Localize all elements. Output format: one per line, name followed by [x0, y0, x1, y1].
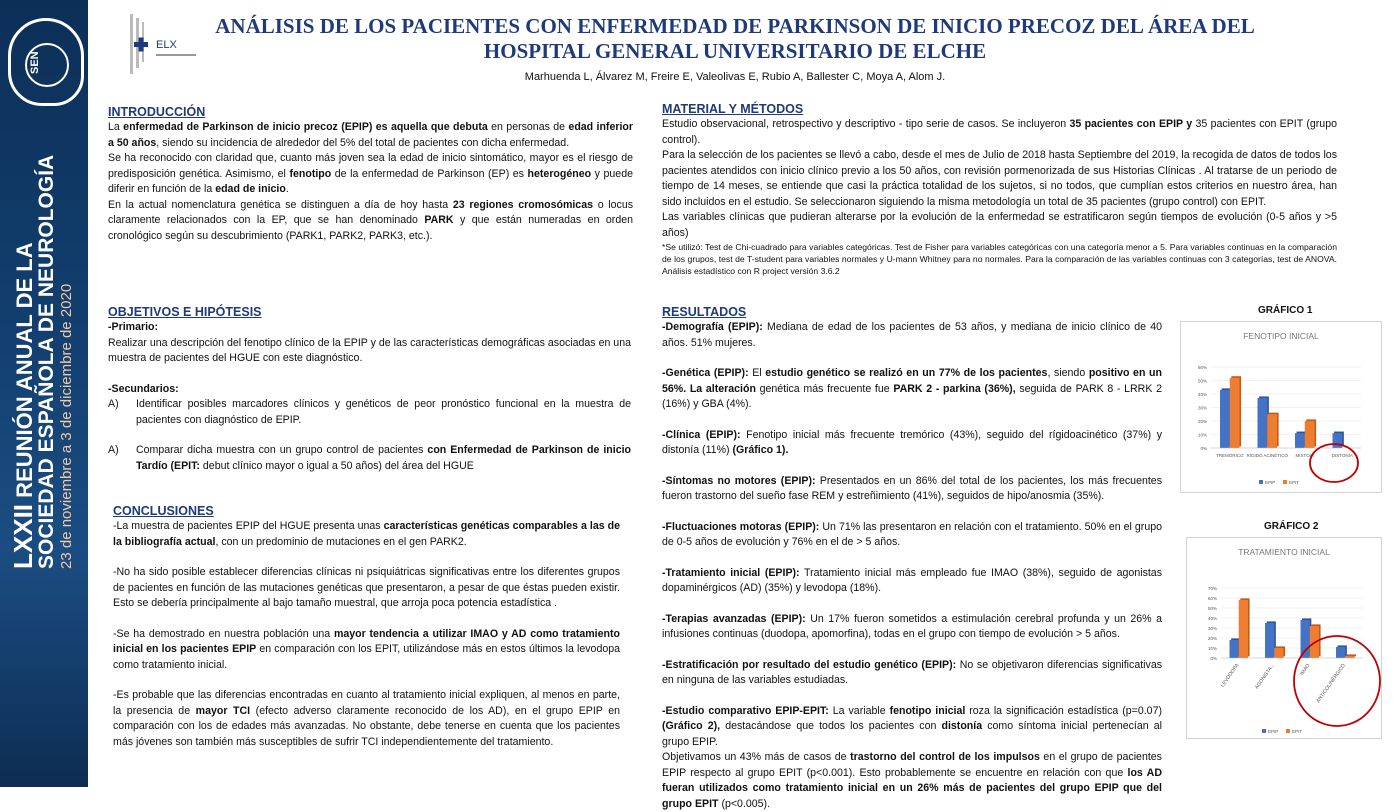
chart2-ytick: 10% — [1207, 646, 1217, 651]
result-comparativo: -Estudio comparativo EPIP-EPIT: La variable fenotipo inicial roza la significación estadística (p=0.07) (Gráfico 2), destacándose que todos los pacientes con distonía como síntoma inicial pertenecían al grupo EPIP. — [662, 704, 1162, 748]
chart2-ytick: 60% — [1207, 596, 1217, 601]
chart1-bar-epip — [1258, 398, 1268, 448]
result-clinica: -Clínica (EPIP): Fenotipo inicial más frecuente tremórico (43%), seguido del rígidoacinético (37%) y distonía (11%) (Gráfico 1). — [662, 428, 1162, 456]
result-tci: Objetivamos un 43% más de casos de trastorno del control de los impulsos en el grupo de pacientes EPIP respecto al grupo EPIT (p<0.001). Esto probablemente se encuentre en relación con que los AD fueran utilizados como tratamiento inicial en un 26% más de pacientes del grupo EPIP que del grupo EPIT (p<0.005). — [662, 751, 1162, 810]
chart1-bar-epip — [1220, 390, 1230, 448]
chart1-bar-epip — [1333, 433, 1343, 448]
methods-heading: MATERIAL Y MÉTODOS — [662, 102, 804, 116]
chart2-svg — [1187, 538, 1381, 738]
chart2-legend-epit: EPIT — [1292, 729, 1303, 734]
conference-sidebar — [0, 0, 88, 787]
methods-p3: Las variables clínicas que pudieran alterarse por la evolución de la enfermedad se estratificaron según tiempos de evolución (0-5 años y >5 años) — [662, 211, 1337, 239]
conclusions-section — [113, 503, 620, 750]
chart2-legend-swatch — [1262, 729, 1266, 733]
chart2-xtick: LEVODOPA — [1219, 662, 1241, 689]
methods-p2: Para la selección de los pacientes se llevó a cabo, desde el mes de Julio de 2018 hasta Septiembre del 2019, la recogida de datos de todos los pacientes atendidos con inicio clínico previo a los 50 años, con revisión pormenorizada de sus Historias Clínicas . Al tratarse de un periodo de tiempo de 14 meses, se entiende que casi la práctica totalidad de los sujetos, si no todos, que cumplían estos criterios en nuestro área, han sido incluidos en el estudio. Se seleccionaron siguiendo la misma metodología un total de 35 pacientes (grupo control) con EPIT. — [662, 149, 1337, 208]
chart2-bar-epit — [1274, 648, 1283, 658]
chart1-title: FENOTIPO INICIAL — [1243, 331, 1319, 341]
result-tratamiento: -Tratamiento inicial (EPIP): Tratamiento inicial más empleado fue IMAO (38%), seguido de agonistas dopaminérgicos (AD) (35%) y levodopa (18%). — [662, 566, 1163, 594]
objectives-section — [108, 304, 631, 474]
chart2-label: GRÁFICO 2 — [1264, 521, 1319, 532]
result-no-motores: -Síntomas no motores (EPIP): Presentados en un 86% del total de los pacientes, los más frecuentes fueron trastorno del sueño fase REM y estreñimiento (41%), seguidos de hipo/anosmia (35%). — [662, 474, 1162, 502]
chart2-bar-epit — [1239, 600, 1248, 658]
intro-p1: La enfermedad de Parkinson de inicio precoz (EPIP) es aquella que debuta en personas de edad inferior a 50 años, siendo su incidencia de alrededor del 5% del total de pacientes con dicha enfermedad. — [108, 121, 634, 149]
results-heading: RESULTADOS — [662, 305, 747, 319]
chart2-ytick: 20% — [1207, 636, 1217, 641]
result-estratificacion: -Estratificación por resultado del estudio genético (EPIP): No se objetivaron diferencias significativas en ninguna de las variables estudiadas. — [662, 658, 1163, 686]
chart2-bar-epip — [1336, 647, 1345, 658]
chart1-ytick: 20% — [1197, 419, 1207, 424]
poster-authors: Marhuenda L, Álvarez M, Freire E, Valeolivas E, Rubio A, Ballester C, Moya A, Alom J. — [524, 71, 946, 83]
result-fluctuaciones: -Fluctuaciones motoras (EPIP): Un 71% las presentaron en relación con el tratamiento. 50% en el grupo de 0-5 años de evolución y 76% en el de > 5 años. — [662, 520, 1163, 548]
conclusions-heading: CONCLUSIONES — [113, 504, 214, 518]
result-terapias: -Terapias avanzadas (EPIP): Un 17% fueron sometidos a estimulación cerebral profunda y un 26% a infusiones continuas (duodopa, apomorfina), todas en el grupo con tiempo de evolución > 5 años. — [662, 612, 1162, 640]
chart1-bar-epit — [1305, 421, 1315, 448]
chart2-title: TRATAMIENTO INICIAL — [1238, 547, 1330, 557]
conference-dates: 23 de noviembre a 3 de diciembre de 2020 — [58, 283, 75, 569]
chart1-bar-epit — [1230, 378, 1240, 448]
chart1-ytick: 50% — [1197, 378, 1207, 384]
chart1-xtick: RÍGIDO ACINÉTICO — [1246, 453, 1289, 458]
chart2-bar-epip — [1265, 623, 1274, 658]
chart1-container — [1180, 321, 1382, 493]
conference-line-2: SOCIEDAD ESPAÑOLA DE NEUROLOGÍA — [35, 154, 58, 569]
chart1-xtick: TREMÓRICO — [1216, 453, 1244, 458]
chart2-container — [1186, 537, 1382, 739]
conclusion-4: -Es probable que las diferencias encontradas en cuanto al tratamiento inicial expliquen, al menos en parte, la presencia de mayor TCI (efecto adverso claramente reconocido de los AD), en el grupo EPIP en comparación con los de edades más avanzadas. No obstante, debe tenerse en cuenta que los pacientes más jóvenes son también más susceptibles de sufrir TCI independientemente del tratamiento. — [113, 689, 620, 748]
methods-stats-note: *Se utilizó: Test de Chi-cuadrado para variables categóricas. Test de Fisher para variables categóricas con una categoría menor a 5. Para variables continuas en la comparación de los grupos, test de T-student para variables normales y U-mann Whitney para no normales. Para la comparación de las variables continuas con 3 categorías, test de ANOVA. Análisis estadístico con R project versión 3.6.2 — [662, 242, 1337, 276]
chart2-ytick: 0% — [1210, 656, 1217, 661]
chart1-xtick: DISTONÍA — [1331, 453, 1353, 458]
result-demografia: -Demografía (EPIP): Mediana de edad de los pacientes de 53 años, y mediana de inicio clínico de 40 años. 51% mujeres. — [662, 321, 1162, 349]
chart2-legend-swatch — [1286, 729, 1290, 733]
intro-p3: En la actual nomenclatura genética se distinguen a día de hoy hasta 23 regiones cromosómicas o locus claramente relacionados con la EP, que se han denominado PARK y que están numeradas en orden cronológico según su descubrimiento (PARK1, PARK2, PARK3, etc.). — [108, 198, 634, 242]
chart1-svg — [1181, 322, 1381, 492]
chart2-xtick: IMAO — [1299, 662, 1312, 677]
chart2-ytick: 50% — [1207, 606, 1217, 611]
chart1-legend-swatch — [1259, 480, 1263, 484]
objectives-heading: OBJETIVOS E HIPÓTESIS — [108, 305, 262, 319]
poster-title: ANÁLISIS DE LOS PACIENTES CON ENFERMEDAD DE PARKINSON DE INICIO PRECOZ DEL ÁREA DEL HOSPITAL GENERAL UNIVERSITARIO DE ELCHE — [215, 14, 1255, 63]
secondary-label: -Secundarios: — [108, 382, 179, 395]
secondary-item-1: A) Identificar posibles marcadores clínicos y genéticos de peor pronóstico funcional en la muestra de pacientes con diagnóstico de EPIP. — [108, 398, 631, 426]
conference-line-1: LXXII REUNIÓN ANUAL DE LA — [8, 242, 38, 569]
chart1-legend-epit: EPIT — [1289, 480, 1300, 485]
primary-label: -Primario: — [108, 321, 159, 333]
methods-section — [662, 101, 1337, 277]
methods-p1: Estudio observacional, retrospectivo y descriptivo - tipo serie de casos. Se incluyeron 35 pacientes con EPIP y 35 pacientes con EPIT (grupo control). — [662, 118, 1337, 146]
chart2-xtick: ANTICOLINÉRGICO — [1315, 662, 1347, 705]
sen-logo-text: SEN — [29, 51, 41, 74]
result-genetica: -Genética (EPIP): El estudio genético se realizó en un 77% de los pacientes, siendo positivo en un 56%. La alteración genética más frecuente fue PARK 2 - parkina (36%), seguida de PARK 8 - LRRK 2 (16%) y GBA (4%). — [662, 367, 1162, 410]
intro-p2: Se ha reconocido con claridad que, cuanto más joven sea la edad de inicio sintomático, mayor es el riesgo de predisposición genética. Asimismo, el fenotipo de la enfermedad de Parkinson (EP) es heterogéneo y puede diferir en función de la edad de inicio. — [108, 152, 633, 195]
chart1-bar-epit — [1267, 414, 1277, 448]
chart1-ytick: 60% — [1197, 365, 1207, 370]
chart1-ytick: 40% — [1197, 392, 1207, 397]
chart1-xtick: MIXTO/A — [1295, 453, 1314, 458]
sen-logo — [8, 18, 84, 106]
results-section — [662, 304, 1162, 812]
chart1-highlight-circle — [1310, 444, 1358, 482]
chart1-legend-swatch — [1283, 480, 1287, 484]
secondary-item-2: A) Comparar dicha muestra con un grupo control de pacientes con Enfermedad de Parkinson de inicio Tardío (EPIT: debut clínico mayor o igual a 50 años) del área del HGUE — [108, 444, 631, 472]
conclusion-2: -No ha sido posible establecer diferencias clínicas ni psiquiátricas significativas entre los diferentes grupos de pacientes en función de las mutaciones genéticas que presentaron, a pesar de que éstas pueden existir. Esto se debería principalmente al bajo tamaño muestral, que arroja poca potencia estadística . — [113, 566, 620, 609]
chart2-legend-epip: EPIP — [1268, 729, 1279, 734]
chart2-bar-epip — [1301, 620, 1310, 658]
chart2-ytick: 70% — [1207, 586, 1217, 591]
chart2-ytick: 40% — [1207, 616, 1217, 621]
conclusion-1: -La muestra de pacientes EPIP del HGUE presenta unas características genéticas comparables a las de la bibliografía actual, con un predominio de mutaciones en el gen PARK2. — [113, 520, 620, 548]
chart1-ytick: 10% — [1197, 432, 1207, 438]
conclusion-3: -Se ha demostrado en nuestra población una mayor tendencia a utilizar IMAO y AD como tratamiento inicial en los pacientes EPIP en comparación con los EPIT, utilizándose más en estos últimos la levodopa como tratamiento inicial. — [113, 627, 621, 671]
intro-heading: INTRODUCCIÓN — [108, 105, 206, 119]
chart2-xtick: AGONISTA... — [1253, 662, 1276, 691]
chart2-bar-epip — [1230, 640, 1239, 658]
chart1-ytick: 30% — [1197, 405, 1207, 411]
chart2-ytick: 30% — [1207, 626, 1217, 631]
chart1-legend-epip: EPIP — [1265, 480, 1276, 485]
chart1-ytick: 0% — [1200, 446, 1207, 451]
primary-text: Realizar una descripción del fenotipo clínico de la EPIP y de las características demográficas asociadas en una muestra de pacientes del HGUE con este diagnóstico. — [108, 336, 631, 364]
hospital-logo-text: ELX — [156, 39, 177, 51]
chart1-label: GRÁFICO 1 — [1258, 305, 1313, 316]
intro-section — [108, 104, 633, 244]
hospital-logo — [128, 12, 206, 80]
chart1-bar-epip — [1295, 433, 1305, 448]
